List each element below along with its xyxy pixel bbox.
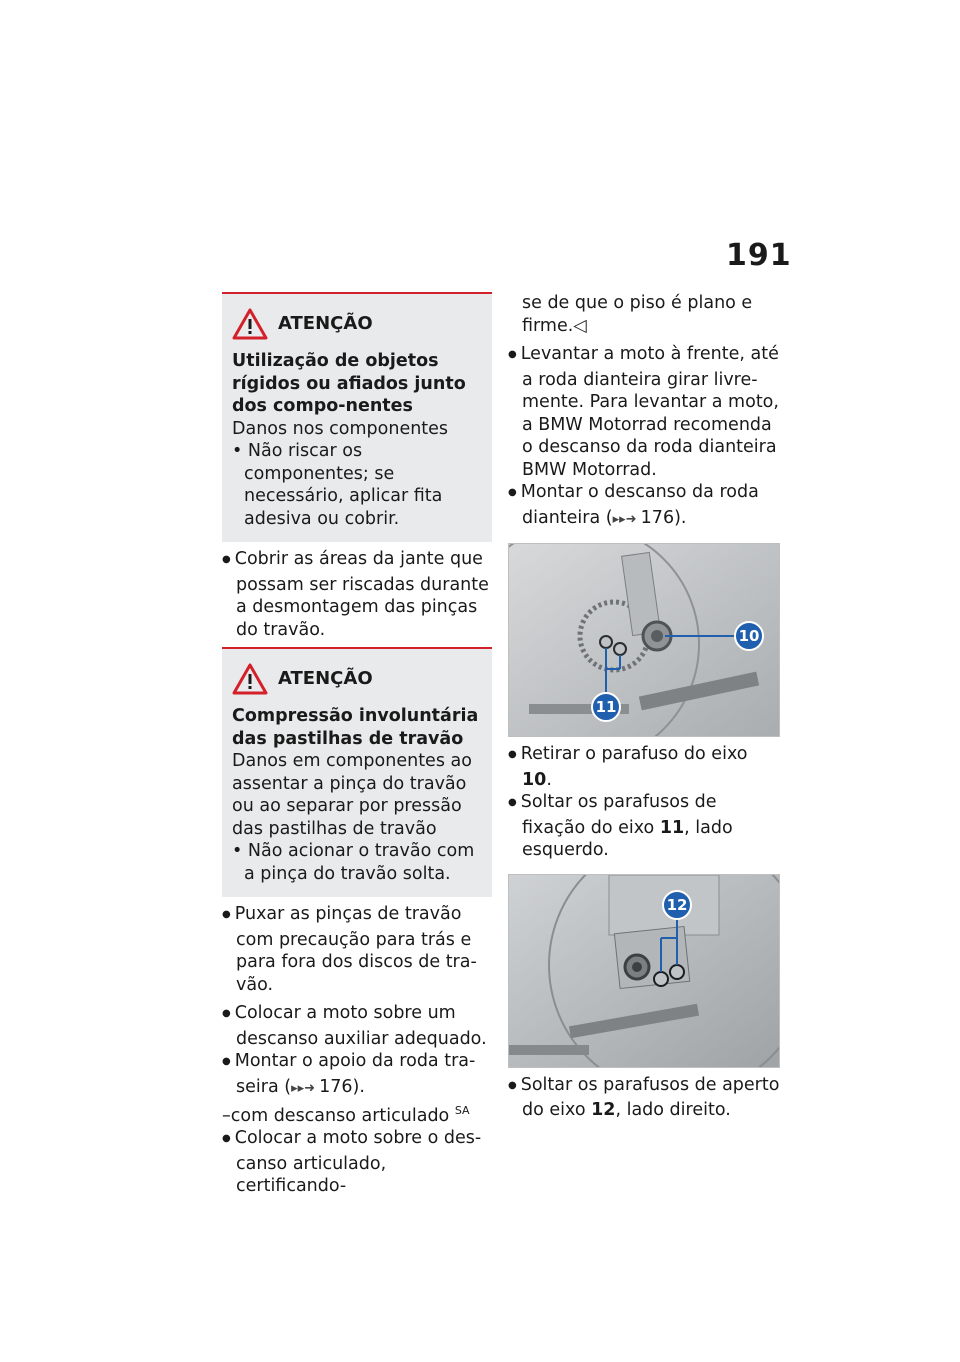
step-front-stand: ● Montar o descanso da roda dianteira (▸▸➜ 176). [508,481,780,531]
right-column [508,292,780,1122]
page-reference: 176 [319,1076,353,1097]
warning-consequence: Danos nos componentes [232,418,449,439]
warning-box-1 [222,292,492,542]
warning-heading: Compressão involuntária das pastilhas de travão [232,706,479,749]
callout-11: 11 [595,698,617,716]
page-reference: 176 [640,507,675,528]
condition-line: –com descanso articulado $^{SA}$ [222,1104,470,1126]
warning-triangle-icon [232,663,268,695]
warning-triangle-icon [232,308,268,340]
warning-bullet: • Não riscar os componentes; se necessário, aplicar fita adesiva ou cobrir. [232,440,482,530]
step-loosen-clamp-screws: ● Soltar os parafusos de aperto do eixo 12, lado direito. [508,1074,780,1122]
continuation-text: se de que o piso é plano e firme.◁ [522,293,753,336]
step-remove-axle-screw: ● Retirar o parafuso do eixo 10. [508,743,780,791]
warning-consequence: Danos em componentes ao assentar a pinça do travão ou ao separar por pressão das pastilhas de travão [232,751,472,839]
callout-10: 10 [738,627,760,645]
photo-left-axle [508,543,780,737]
optional-equipment-marker: SA [454,1104,470,1117]
callout-12: 12 [666,895,688,914]
step-pull-calipers: ● Puxar as pinças de travão com precaução para trás e para fora dos discos de tra-vão. [222,903,492,996]
warning-title: ATENÇÃO [278,667,373,689]
page-number: 191 [726,238,792,273]
step-auxiliary-stand: ● Colocar a moto sobre um descanso auxiliar adequado. [222,1002,492,1050]
step-loosen-fixing-screws: ● Soltar os parafusos de fixação do eixo 11, lado esquerdo. [508,791,780,862]
page-reference-arrow-icon: ▸▸➜ [612,511,641,527]
step-rear-stand: ● Montar o apoio da roda tra-seira (▸▸➜ 176). [222,1050,492,1100]
photo-right-axle [508,874,780,1068]
left-column [222,292,492,1198]
warning-title: ATENÇÃO [278,312,373,334]
step-cover-rim: ● Cobrir as áreas da jante que possam ser riscadas durante a desmontagem das pinças do travão. [222,548,492,641]
step-center-stand: ● Colocar a moto sobre o des-canso articulado, certificando- [222,1127,492,1198]
warning-bullet: • Não acionar o travão com a pinça do travão solta. [232,840,482,885]
page-reference-arrow-icon: ▸▸➜ [291,1080,320,1096]
warning-heading: Utilização de objetos rígidos ou afiados junto dos compo-nentes [232,351,466,416]
warning-box-2 [222,647,492,897]
step-lift-front: ● Levantar a moto à frente, até a roda dianteira girar livre-mente. Para levantar a moto, a BMW Motorrad recomenda o descanso da roda dianteira BMW Motorrad. [508,343,780,481]
